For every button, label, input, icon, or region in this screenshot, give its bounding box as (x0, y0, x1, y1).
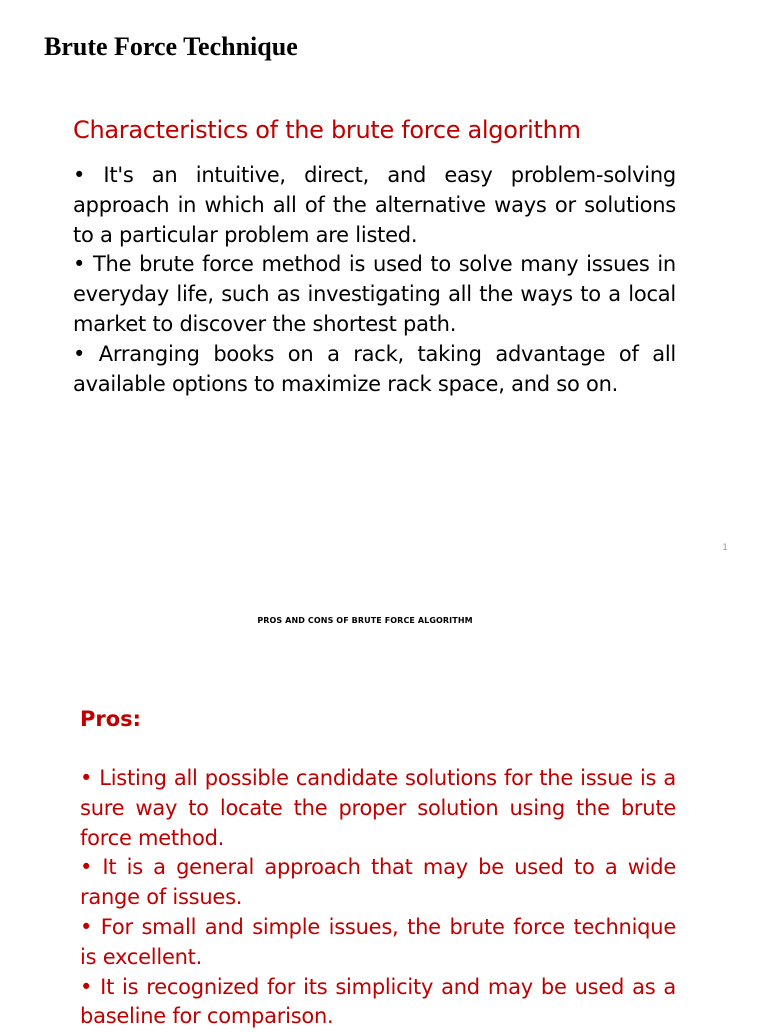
pros-bullet: • It is recognized for its simplicity and may be used as a baseline for comparison. (80, 974, 676, 1029)
pros-bullet: • It is a general approach that may be used to a wide range of issues. (80, 855, 676, 910)
page-title: Brute Force Technique (44, 32, 298, 61)
characteristic-bullet: • It's an intuitive, direct, and easy problem-solving approach in which all of the alternative ways or solutions to a particular problem are listed. (73, 163, 676, 247)
characteristics-list (73, 161, 676, 399)
pros-bullet: • For small and simple issues, the brute force technique is excellent. (80, 914, 676, 969)
characteristic-bullet: • Arranging books on a rack, taking advantage of all available options to maximize rack space, and so on. (73, 341, 676, 396)
pros-list (80, 764, 676, 1032)
pros-cons-title: PROS AND CONS OF BRUTE FORCE ALGORITHM (257, 616, 473, 625)
characteristics-heading: Characteristics of the brute force algorithm (73, 116, 581, 144)
pros-bullet: • Listing all possible candidate solutions for the issue is a sure way to locate the proper solution using the brute force method. (80, 766, 676, 850)
characteristic-bullet: • The brute force method is used to solve many issues in everyday life, such as investigating all the ways to a local market to discover the shortest path. (73, 252, 676, 336)
page-number: 1 (722, 543, 728, 553)
pros-heading: Pros: (80, 707, 142, 731)
